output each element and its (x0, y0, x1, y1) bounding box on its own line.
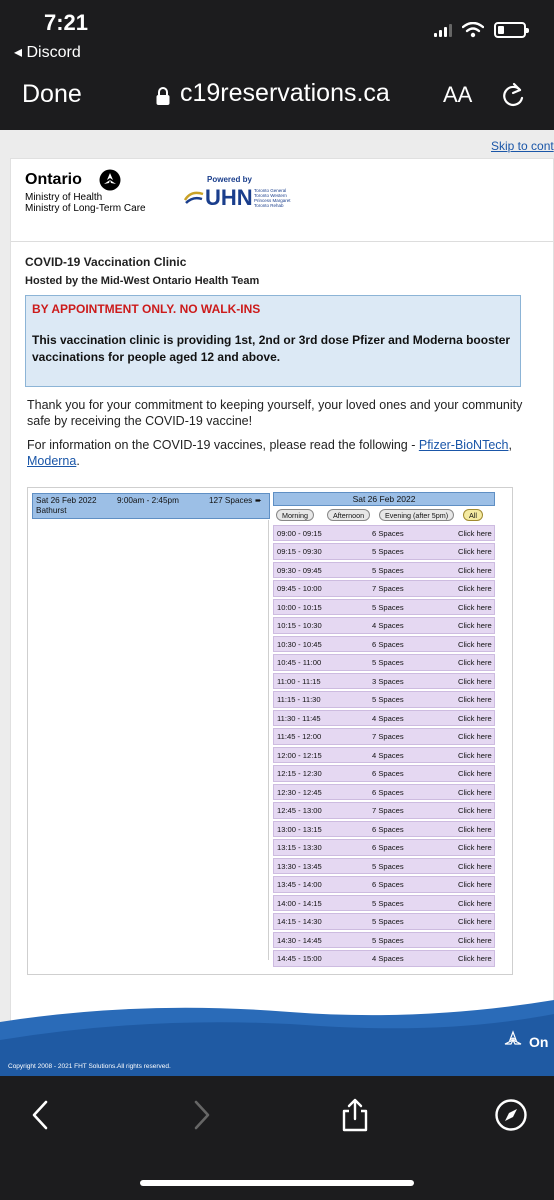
slot-click-link[interactable]: Click here (458, 954, 492, 964)
slot-row[interactable] (273, 617, 495, 633)
browser-url-bar (0, 70, 554, 130)
slot-spaces: 6 Spaces (372, 880, 404, 890)
ontario-wordmark: Ontario (25, 171, 82, 188)
slot-time: 13:30 - 13:45 (277, 861, 322, 871)
battery-icon (494, 22, 526, 38)
session-spaces: 127 Spaces (209, 496, 253, 505)
header-divider (11, 241, 553, 242)
slot-spaces: 5 Spaces (372, 898, 404, 908)
slot-list (273, 525, 497, 967)
slot-spaces: 7 Spaces (372, 584, 404, 594)
share-icon[interactable] (338, 1098, 372, 1132)
slot-time: 09:15 - 09:30 (277, 547, 322, 557)
slot-click-link[interactable]: Click here (458, 565, 492, 575)
time-slots-panel (273, 492, 497, 969)
lock-icon (156, 86, 170, 106)
slot-time: 13:00 - 13:15 (277, 824, 322, 834)
slot-time: 10:45 - 11:00 (277, 658, 322, 668)
slot-time: 10:00 - 10:15 (277, 602, 322, 612)
slot-click-link[interactable]: Click here (458, 824, 492, 834)
slot-time: 13:15 - 13:30 (277, 843, 322, 853)
slot-row[interactable] (273, 950, 495, 966)
slot-time: 11:30 - 11:45 (277, 713, 321, 723)
slot-time: 10:30 - 10:45 (277, 639, 322, 649)
slot-spaces: 4 Spaces (372, 954, 404, 964)
vaccine-info-text (27, 437, 537, 469)
wifi-icon (462, 22, 484, 38)
uhn-hospitals (254, 188, 291, 208)
hospital-name: Toronto Rehab (254, 203, 284, 208)
slot-click-link[interactable]: Click here (458, 602, 492, 612)
slot-time: 14:45 - 15:00 (277, 954, 322, 964)
slot-time: 14:15 - 14:30 (277, 917, 322, 927)
arrow-right-icon: ➨ (255, 496, 262, 505)
footer-ontario-logo (503, 1028, 553, 1058)
slot-time: 14:30 - 14:45 (277, 935, 322, 945)
session-location: Bathurst (36, 506, 67, 515)
slot-spaces: 4 Spaces (372, 750, 404, 760)
thanks-text: Thank you for your commitment to keeping yourself, your loved ones and your community safe by receiving the COVID-19 vaccine! (27, 398, 523, 428)
done-button[interactable]: Done (22, 80, 82, 108)
url-text[interactable]: c19reservations.ca (180, 79, 390, 107)
slot-click-link[interactable]: Click here (458, 658, 492, 668)
powered-by-label: Powered by (207, 175, 252, 184)
slot-spaces: 6 Spaces (372, 824, 404, 834)
slot-time: 11:15 - 11:30 (277, 695, 321, 705)
slot-row[interactable] (273, 802, 495, 818)
slot-spaces: 5 Spaces (372, 547, 404, 557)
slot-time: 11:00 - 11:15 (277, 676, 321, 686)
slot-spaces: 7 Spaces (372, 806, 404, 816)
slot-row[interactable] (273, 691, 495, 707)
slot-click-link[interactable]: Click here (458, 861, 492, 871)
status-bar (0, 0, 554, 70)
uhn-swirl-icon (183, 188, 205, 206)
footer-logo-text: On (529, 1034, 549, 1050)
evening-filter-button[interactable]: Evening (after 5pm) (379, 509, 454, 521)
slot-row[interactable] (273, 913, 495, 929)
slot-row[interactable] (273, 765, 495, 781)
slot-row[interactable] (273, 895, 495, 911)
slot-row[interactable] (273, 821, 495, 837)
slot-spaces: 5 Spaces (372, 935, 404, 945)
slot-click-link[interactable]: Click here (458, 898, 492, 908)
slot-spaces: 5 Spaces (372, 695, 404, 705)
slot-spaces: 6 Spaces (372, 529, 404, 538)
cellular-signal-icon (434, 23, 452, 37)
slot-time: 10:15 - 10:30 (277, 621, 322, 631)
slot-time: 09:45 - 10:00 (277, 584, 322, 594)
slot-click-link[interactable]: Click here (458, 547, 492, 557)
slot-row[interactable] (273, 543, 495, 559)
ministry-health: Ministry of Health (25, 192, 103, 203)
slot-row[interactable] (273, 636, 495, 652)
session-date: Sat 26 Feb 2022 (36, 496, 97, 505)
session-hours: 9:00am - 2:45pm (117, 496, 179, 505)
slot-click-link[interactable]: Click here (458, 806, 492, 816)
trillium-icon (99, 169, 121, 191)
slot-time: 09:30 - 09:45 (277, 565, 322, 575)
slot-click-link[interactable]: Click here (458, 529, 492, 538)
slot-click-link[interactable]: Click here (458, 676, 492, 686)
ministry-ltc: Ministry of Long-Term Care (25, 203, 146, 214)
slot-row[interactable] (273, 525, 495, 541)
slot-time: 12:45 - 13:00 (277, 806, 322, 816)
slot-time: 09:00 - 09:15 (277, 529, 322, 538)
slot-row[interactable] (273, 747, 495, 763)
slot-spaces: 6 Spaces (372, 843, 404, 853)
slot-row[interactable] (273, 580, 495, 596)
pfizer-link[interactable]: Pfizer-BioNTech (418, 438, 509, 452)
slot-click-link[interactable]: Click here (458, 787, 492, 797)
back-icon[interactable] (24, 1098, 58, 1132)
slot-row[interactable] (273, 839, 495, 855)
slot-click-link[interactable]: Click here (458, 935, 492, 945)
booking-panel (27, 487, 513, 975)
slot-spaces: 5 Spaces (372, 917, 404, 927)
slots-date-header: Sat 26 Feb 2022 (273, 492, 495, 506)
slot-click-link[interactable]: Click here (458, 732, 492, 742)
slot-row[interactable] (273, 858, 495, 874)
page-title: COVID-19 Vaccination Clinic (25, 255, 187, 269)
slot-spaces: 5 Spaces (372, 602, 404, 612)
ontario-logo (25, 171, 185, 219)
clock: 7:21 (44, 10, 89, 35)
slot-time: 14:00 - 14:15 (277, 898, 322, 908)
slot-click-link[interactable]: Click here (458, 621, 492, 631)
panel-divider (268, 520, 269, 960)
notice-message: This vaccination clinic is providing 1st, 2nd or 3rd dose Pfizer and Moderna booster vaccinations for people aged 12 and above. (32, 333, 511, 364)
clinic-session-card[interactable] (32, 493, 270, 519)
back-to-app-link[interactable]: ◂ Discord (14, 44, 81, 61)
slot-time: 12:30 - 12:45 (277, 787, 322, 797)
slot-click-link[interactable]: Click here (458, 713, 492, 723)
forward-icon[interactable] (184, 1098, 218, 1132)
slot-spaces: 6 Spaces (372, 639, 404, 649)
uhn-logo (181, 175, 301, 217)
slot-spaces: 4 Spaces (372, 713, 404, 723)
slot-time: 13:45 - 14:00 (277, 880, 322, 890)
hospital-name: Toronto General (254, 188, 287, 193)
slot-click-link[interactable]: Click here (458, 769, 492, 779)
ministry-names (25, 192, 146, 214)
status-icons (434, 22, 526, 38)
slot-time: 11:45 - 12:00 (277, 732, 322, 742)
slot-click-link[interactable]: Click here (458, 639, 492, 649)
slot-spaces: 7 Spaces (372, 732, 404, 742)
web-page (0, 130, 554, 1076)
morning-filter-button[interactable]: Morning (276, 509, 314, 521)
slot-row[interactable] (273, 710, 495, 726)
slot-row[interactable] (273, 562, 495, 578)
info-separator: , (508, 438, 512, 452)
text-size-button[interactable]: AA (443, 82, 473, 107)
slot-row[interactable] (273, 728, 495, 744)
home-indicator (140, 1180, 414, 1186)
slot-spaces: 6 Spaces (372, 769, 404, 779)
slot-row[interactable] (273, 784, 495, 800)
slot-click-link[interactable]: Click here (458, 880, 492, 890)
skip-to-content-link[interactable]: Skip to cont (491, 139, 554, 153)
slot-time: 12:00 - 12:15 (277, 750, 322, 760)
slot-click-link[interactable]: Click here (458, 750, 492, 760)
slot-click-link[interactable]: Click here (458, 584, 492, 594)
afternoon-filter-button[interactable]: Afternoon (327, 509, 370, 521)
info-suffix: . (76, 454, 80, 468)
info-prefix: For information on the COVID-19 vaccines, please read the following - (27, 438, 419, 452)
hospital-name: Toronto Western (254, 193, 287, 198)
page-card (10, 158, 554, 1076)
slot-click-link[interactable]: Click here (458, 917, 492, 927)
slot-time: 12:15 - 12:30 (277, 769, 322, 779)
slot-row[interactable] (273, 654, 495, 670)
hospital-name: Princess Margaret (254, 198, 291, 203)
slot-click-link[interactable]: Click here (458, 843, 492, 853)
slot-row[interactable] (273, 876, 495, 892)
moderna-link[interactable]: Moderna (27, 454, 77, 468)
all-filter-button[interactable]: All (463, 509, 483, 521)
uhn-wordmark: UHN (205, 185, 253, 210)
notice-box (25, 295, 521, 387)
appointment-warning: BY APPOINTMENT ONLY. NO WALK-INS (32, 302, 261, 316)
slot-spaces: 5 Spaces (372, 658, 404, 668)
footer-trillium-icon (503, 1030, 523, 1050)
page-subtitle: Hosted by the Mid-West Ontario Health Team (25, 275, 260, 287)
slot-spaces: 4 Spaces (372, 621, 404, 631)
slot-row[interactable] (273, 673, 495, 689)
time-filter-group (273, 508, 497, 525)
slot-spaces: 5 Spaces (372, 861, 404, 871)
slot-row[interactable] (273, 932, 495, 948)
slot-spaces: 3 Spaces (372, 676, 404, 686)
slot-spaces: 5 Spaces (372, 565, 404, 575)
copyright-text: Copyright 2008 - 2021 FHT Solutions.All rights reserved. (8, 1063, 171, 1070)
slot-click-link[interactable]: Click here (458, 695, 492, 705)
reload-icon[interactable] (500, 82, 526, 110)
slot-spaces: 6 Spaces (372, 787, 404, 797)
slot-row[interactable] (273, 599, 495, 615)
compass-icon[interactable] (494, 1098, 528, 1132)
